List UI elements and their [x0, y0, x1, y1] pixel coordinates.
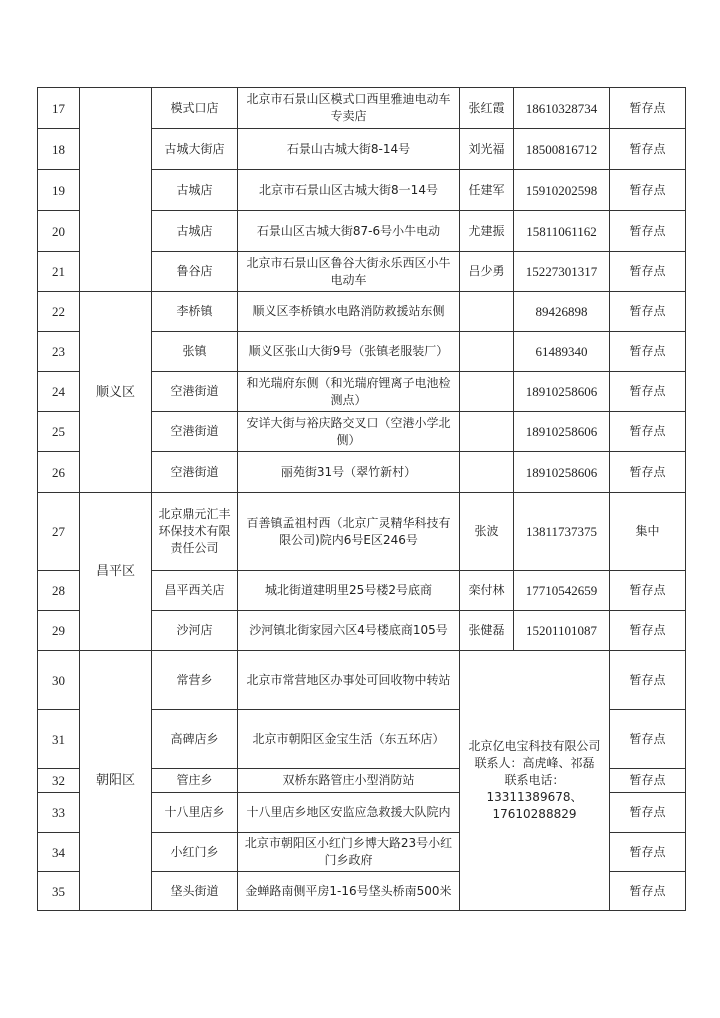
table-row: [38, 88, 686, 129]
row-number: 24: [38, 372, 80, 412]
row-number: 35: [38, 872, 80, 911]
point-type: 暂存点: [610, 252, 686, 292]
row-number: 18: [38, 129, 80, 170]
phone: 18500816712: [514, 129, 610, 170]
store-name: 十八里店乡: [152, 793, 238, 833]
address: 安详大街与裕庆路交叉口（空港小学北侧）: [238, 412, 460, 452]
company-phone-label: 联系电话：: [504, 773, 565, 787]
phone: 15811061162: [514, 211, 610, 252]
store-name: 高碑店乡: [152, 710, 238, 769]
phone: 17710542659: [514, 571, 610, 611]
row-number: 28: [38, 571, 80, 611]
district-shunyi: 顺义区: [80, 292, 152, 493]
contact-person: 尤建振: [460, 211, 514, 252]
row-number: 32: [38, 769, 80, 793]
row-number: 29: [38, 611, 80, 651]
row-number: 19: [38, 170, 80, 211]
point-type: 暂存点: [610, 129, 686, 170]
address: 沙河镇北街家园六区4号楼底商105号: [238, 611, 460, 651]
phone: 18910258606: [514, 412, 610, 452]
point-type: 暂存点: [610, 332, 686, 372]
contact-person: 张波: [460, 493, 514, 571]
contact-person: 张健磊: [460, 611, 514, 651]
store-name: 小红门乡: [152, 833, 238, 872]
store-name: 古城店: [152, 170, 238, 211]
point-type: 暂存点: [610, 872, 686, 911]
contact-person: [460, 292, 514, 332]
phone: 18910258606: [514, 372, 610, 412]
row-number: 33: [38, 793, 80, 833]
store-name: 古城店: [152, 211, 238, 252]
store-name: 北京鼎元汇丰环保技术有限责任公司: [152, 493, 238, 571]
address: 北京市石景山区古城大街8一14号: [238, 170, 460, 211]
address: 北京市石景山区鲁谷大街永乐西区小牛电动车: [238, 252, 460, 292]
phone: 15201101087: [514, 611, 610, 651]
point-type: 暂存点: [610, 452, 686, 493]
contact-person: 任建军: [460, 170, 514, 211]
store-name: 垡头街道: [152, 872, 238, 911]
point-type: 暂存点: [610, 88, 686, 129]
address: 十八里店乡地区安监应急救援大队院内: [238, 793, 460, 833]
contact-person: [460, 452, 514, 493]
point-type: 暂存点: [610, 211, 686, 252]
address: 北京市朝阳区小红门乡博大路23号小红门乡政府: [238, 833, 460, 872]
address: 石景山区古城大街87-6号小牛电动: [238, 211, 460, 252]
store-name: 管庄乡: [152, 769, 238, 793]
contact-person: [460, 372, 514, 412]
collection-point-table: [37, 87, 686, 911]
phone: 61489340: [514, 332, 610, 372]
row-number: 23: [38, 332, 80, 372]
phone: 15910202598: [514, 170, 610, 211]
table-row: [38, 292, 686, 332]
district-changping: 昌平区: [80, 493, 152, 651]
district-chaoyang: 朝阳区: [80, 651, 152, 911]
store-name: 空港街道: [152, 412, 238, 452]
row-number: 20: [38, 211, 80, 252]
company-contact: 联系人：高虎峰、祁磊: [474, 756, 595, 770]
contact-person: 栾付林: [460, 571, 514, 611]
store-name: 古城大街店: [152, 129, 238, 170]
row-number: 21: [38, 252, 80, 292]
row-number: 17: [38, 88, 80, 129]
address: 金蝉路南侧平房1-16号垡头桥南500米: [238, 872, 460, 911]
point-type: 暂存点: [610, 571, 686, 611]
contact-person: 张红霞: [460, 88, 514, 129]
company-phones: 13311389678、17610288829: [486, 790, 583, 821]
store-name: 常营乡: [152, 651, 238, 710]
phone: 18610328734: [514, 88, 610, 129]
point-type: 暂存点: [610, 170, 686, 211]
table-row: [38, 493, 686, 571]
phone: 89426898: [514, 292, 610, 332]
point-type: 暂存点: [610, 611, 686, 651]
row-number: 34: [38, 833, 80, 872]
table-body: [38, 88, 686, 911]
address: 百善镇孟祖村西（北京广灵精华科技有限公司)院内6号E区246号: [238, 493, 460, 571]
row-number: 27: [38, 493, 80, 571]
phone: 13811737375: [514, 493, 610, 571]
address: 丽苑街31号（翠竹新村）: [238, 452, 460, 493]
address: 顺义区张山大街9号（张镇老服装厂）: [238, 332, 460, 372]
store-name: 空港街道: [152, 452, 238, 493]
contact-person: [460, 412, 514, 452]
point-type: 暂存点: [610, 651, 686, 710]
row-number: 26: [38, 452, 80, 493]
address: 双桥东路管庄小型消防站: [238, 769, 460, 793]
address: 和光瑞府东侧（和光瑞府锂离子电池检测点）: [238, 372, 460, 412]
phone: 15227301317: [514, 252, 610, 292]
store-name: 空港街道: [152, 372, 238, 412]
point-type: 暂存点: [610, 292, 686, 332]
point-type: 暂存点: [610, 372, 686, 412]
address: 城北街道建明里25号楼2号底商: [238, 571, 460, 611]
table-row: [38, 651, 686, 710]
contact-person: 刘光福: [460, 129, 514, 170]
district-cell-empty: [80, 88, 152, 292]
contact-person: 吕少勇: [460, 252, 514, 292]
store-name: 昌平西关店: [152, 571, 238, 611]
store-name: 沙河店: [152, 611, 238, 651]
row-number: 30: [38, 651, 80, 710]
point-type: 暂存点: [610, 710, 686, 769]
store-name: 鲁谷店: [152, 252, 238, 292]
contact-person: [460, 332, 514, 372]
point-type: 暂存点: [610, 412, 686, 452]
address: 北京市石景山区模式口西里雅迪电动车专卖店: [238, 88, 460, 129]
chaoyang-company-info: [460, 651, 610, 911]
address: 北京市常营地区办事处可回收物中转站: [238, 651, 460, 710]
row-number: 25: [38, 412, 80, 452]
store-name: 张镇: [152, 332, 238, 372]
row-number: 31: [38, 710, 80, 769]
phone: 18910258606: [514, 452, 610, 493]
company-name: 北京亿电宝科技有限公司: [468, 739, 601, 753]
row-number: 22: [38, 292, 80, 332]
point-type: 集中: [610, 493, 686, 571]
address: 北京市朝阳区金宝生活（东五环店）: [238, 710, 460, 769]
point-type: 暂存点: [610, 769, 686, 793]
point-type: 暂存点: [610, 833, 686, 872]
address: 石景山古城大街8-14号: [238, 129, 460, 170]
store-name: 李桥镇: [152, 292, 238, 332]
store-name: 模式口店: [152, 88, 238, 129]
point-type: 暂存点: [610, 793, 686, 833]
address: 顺义区李桥镇水电路消防救援站东侧: [238, 292, 460, 332]
